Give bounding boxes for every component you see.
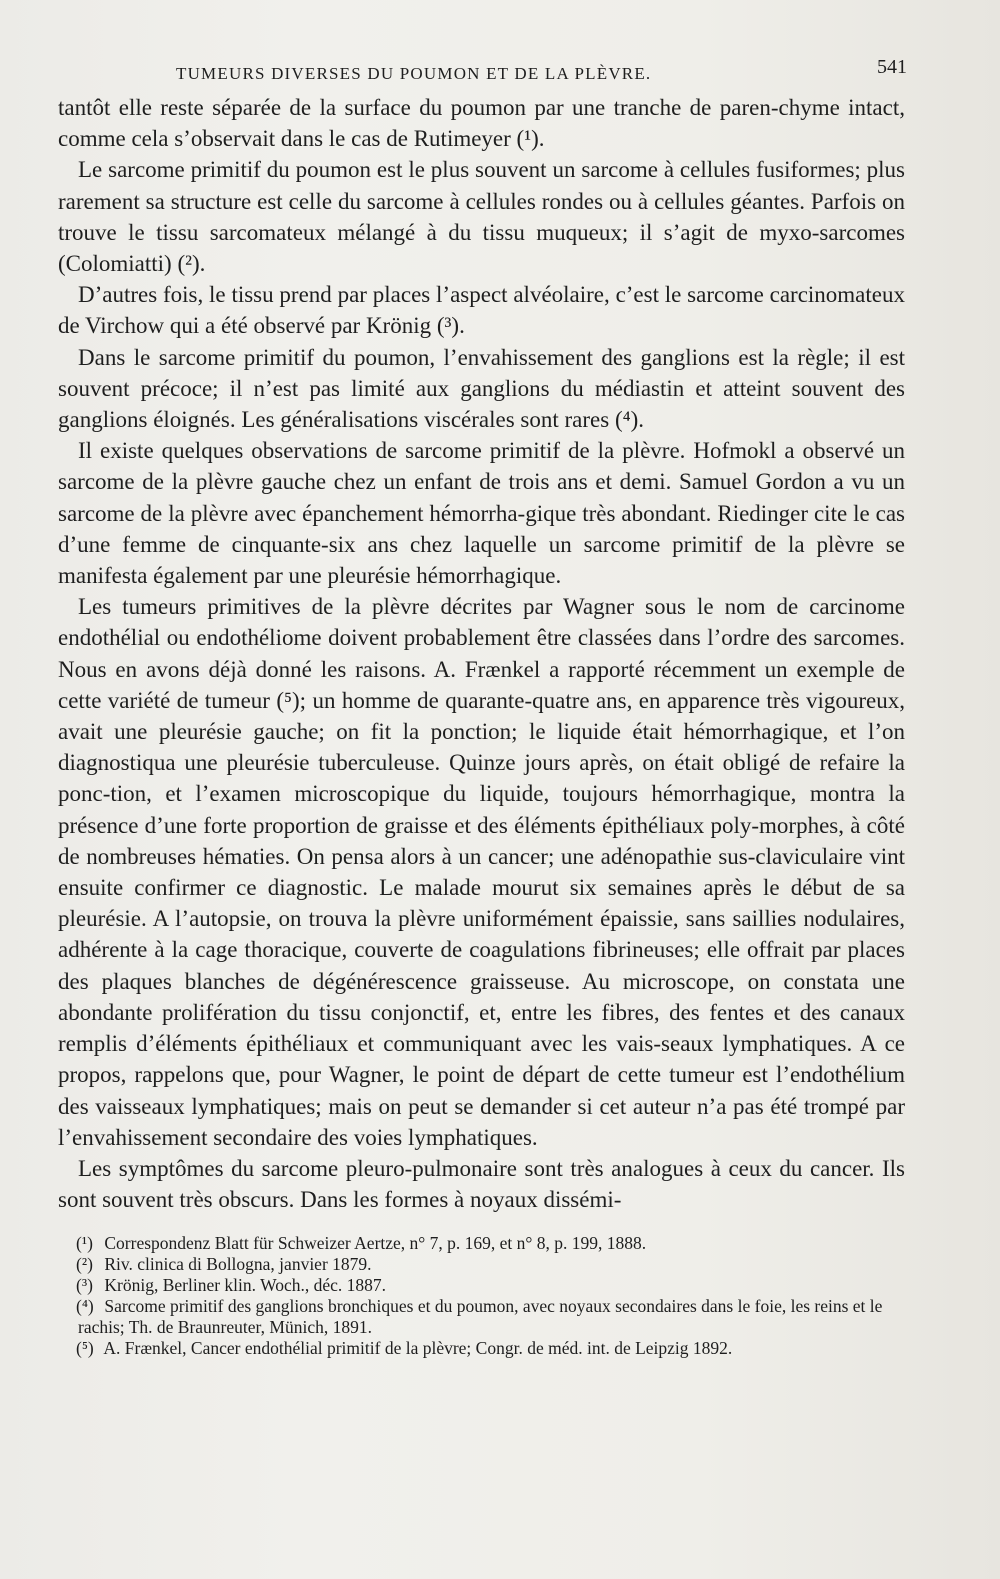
paragraph: Le sarcome primitif du poumon est le plus souvent un sarcome à cellules fusiformes; plus rarement sa structure est celle du sarcome à cellules rondes ou à cellules géantes. Parfois on trouve le tissu sarcomateux mélangé à du tissu muqueux; il s’agit de myxo-sarcomes (Colomiatti) (²). — [58, 157, 905, 277]
footnote-mark: (³) — [76, 1275, 93, 1296]
footnote — [78, 1296, 905, 1338]
footnote-mark: (⁵) — [76, 1338, 94, 1359]
footnote-text: Riv. clinica di Bollogna, janvier 1879. — [104, 1254, 372, 1275]
footnote-mark: (²) — [76, 1254, 93, 1275]
footnote — [78, 1275, 905, 1296]
paragraph: Dans le sarcome primitif du poumon, l’envahissement des ganglions est la règle; il est souvent précoce; il n’est pas limité aux ganglions du médiastin et atteint souvent des ganglions éloignés. Les généralisations viscérales sont rares (⁴). — [58, 344, 905, 433]
page-number: 541 — [877, 56, 907, 78]
paragraph: D’autres fois, le tissu prend par places l’aspect alvéolaire, c’est le sarcome carcinomateux de Virchow qui a été observé par Krönig (³). — [58, 282, 905, 339]
running-head — [58, 52, 905, 92]
footnotes — [58, 1233, 905, 1359]
paragraph: Il existe quelques observations de sarcome primitif de la plèvre. Hofmokl a observé un sarcome de la plèvre gauche chez un enfant de trois ans et demi. Samuel Gordon a vu un sarcome de la plèvre avec épanchement hémorrha-gique très abondant. Riedinger cite le cas d’une femme de cinquante-six ans chez laquelle un sarcome primitif de la plèvre se manifesta également par une pleurésie hémorrhagique. — [58, 438, 905, 589]
footnote — [78, 1254, 905, 1275]
body-text — [58, 92, 905, 1215]
footnote — [78, 1233, 905, 1254]
footnote-mark: (⁴) — [76, 1296, 94, 1317]
running-title: TUMEURS DIVERSES DU POUMON ET DE LA PLÈVRE. — [176, 64, 652, 83]
footnote — [78, 1338, 905, 1359]
footnote-text: A. Frænkel, Cancer endothélial primitif de la plèvre; Congr. de méd. int. de Leipzig 1892. — [103, 1338, 733, 1359]
footnote-text: Sarcome primitif des ganglions bronchiques et du poumon, avec noyaux secondaires dans le foie, les reins et le rachis; Th. de Braunreuter, Münich, 1891. — [78, 1296, 883, 1338]
footnote-mark: (¹) — [76, 1233, 93, 1254]
footnote-text: Krönig, Berliner klin. Woch., déc. 1887. — [104, 1275, 386, 1296]
paragraph: Les tumeurs primitives de la plèvre décrites par Wagner sous le nom de carcinome endothélial ou endothéliome doivent probablement être classées dans l’ordre des sarcomes. Nous en avons déjà donné les raisons. A. Frænkel a rapporté récemment un exemple de cette variété de tumeur (⁵); un homme de quarante-quatre ans, en apparence très vigoureux, avait une pleurésie gauche; on fit la ponction; le liquide était hémorrhagique, et l’on diagnostiqua une pleurésie tuberculeuse. Quinze jours après, on était obligé de refaire la ponc-tion, et l’examen microscopique du liquide, toujours hémorrhagique, montra la présence d’une forte proportion de graisse et des éléments épithéliaux poly-morphes, à côté de nombreuses hématies. On pensa alors à un cancer; une adénopathie sus-claviculaire vint ensuite confirmer ce diagnostic. Le malade mourut six semaines après le début de sa pleurésie. A l’autopsie, on trouva la plèvre uniformément épaissie, sans saillies nodulaires, adhérente à la cage thoracique, couverte de coagulations fibrineuses; elle offrait par places des plaques blanches de dégénérescence graisseuse. Au microscope, on constata une abondante prolifération du tissu conjonctif, et, entre les fibres, des fentes et des canaux remplis d’éléments épithéliaux et communiquant avec les vais-seaux lymphatiques. A ce propos, rappelons que, pour Wagner, le point de départ de cette tumeur est l’endothélium des vaisseaux lymphatiques; mais on peut se demander si cet auteur n’a pas été trompé par l’envahissement secondaire des voies lymphatiques. — [58, 594, 905, 1150]
paragraph: Les symptômes du sarcome pleuro-pulmonaire sont très analogues à ceux du cancer. Ils sont souvent très obscurs. Dans les formes à noyaux dissémi- — [58, 1155, 905, 1213]
paragraph: tantôt elle reste séparée de la surface du poumon par une tranche de paren-chyme intact, comme cela s’observait dans le cas de Rutimeyer (¹). — [58, 95, 905, 152]
footnote-text: Correspondenz Blatt für Schweizer Aertze, n° 7, p. 169, et n° 8, p. 199, 1888. — [104, 1233, 647, 1254]
